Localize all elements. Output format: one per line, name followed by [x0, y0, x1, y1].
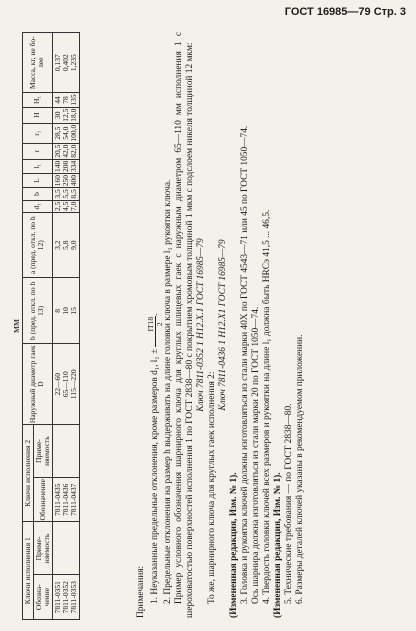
- cell-oboz2: 7811-0435 7811-0436 7811-0437: [52, 478, 79, 522]
- th-H1: H₁: [23, 93, 53, 107]
- table-body-row: [52, 33, 79, 620]
- th-r1: r₁: [23, 123, 53, 143]
- cell-prim2: [52, 425, 79, 478]
- th-bcol: b: [23, 188, 53, 200]
- th-L: L: [23, 174, 53, 188]
- cell-prim1: [52, 522, 79, 575]
- rotated-page-content: [8, 26, 416, 626]
- note-2: 2. Предельные отклонения на размер h выдерживать на длине головки ключа в размере l₁ рукоятки ключа.: [163, 179, 173, 604]
- clause-4: 4. Твердость головки ключей всех размеров и рукоятки на длине l₁ должна быть HRCэ 41,5 ... 46,5.: [262, 209, 272, 604]
- th-group2: Ключи исполнения 2: [23, 425, 34, 522]
- it18-fraction: IT18 2: [147, 316, 163, 347]
- cell-diam: 22—60 65—110 115—220: [52, 344, 79, 425]
- cell-r: 20,5 42,0 82,0: [52, 144, 78, 158]
- cell-H: 30 12,5 18,0: [52, 108, 78, 122]
- same-paragraph: То же, шарнирного ключа для круглых гаек исполнения 2:: [207, 371, 217, 604]
- example-code-1: Ключ 7811-0352 1 Н12.Х.1 ГОСТ 16985—79: [196, 238, 206, 412]
- cell-L: 160 250 400: [52, 175, 78, 187]
- th-l1: l₁: [23, 159, 53, 173]
- clause-3b: Ось шарнира должна изготовляться из стали марки 20 по ГОСТ 1050—74.: [251, 306, 261, 604]
- cell-oboz1: 7811-0351 7811-0352 7811-0353: [52, 575, 79, 620]
- th-d1: d₁: [23, 200, 53, 212]
- th-prim2: Приме-няемость: [33, 425, 52, 478]
- cell-mass: 0,137 0,402 1,235: [52, 33, 79, 93]
- th-oboz2: Обозначение: [33, 478, 52, 522]
- th-group1: Ключи исполнения 1: [23, 522, 34, 620]
- th-H: H: [23, 107, 53, 123]
- th-prim: Приме-няемость: [33, 522, 52, 575]
- edition-note-2: (Измененная редакция, Изм. № 1).: [273, 472, 283, 618]
- clause-6: 6. Размеры деталей ключей указаны в рекомендуемом приложении.: [295, 334, 305, 604]
- cell-d1: 2,5 4,5 7,0: [52, 201, 78, 211]
- cell-H1: 44 78 135: [52, 94, 78, 106]
- notes-block: [136, 32, 306, 618]
- th-b: b (пред. откл. по h 13): [23, 278, 53, 344]
- clause-5: 5. Технические требования — по ГОСТ 2838—80.: [284, 403, 294, 604]
- cell-a: 3,2 5,8 9,0: [52, 213, 79, 278]
- example-code-2: Ключ 7811-0436 1 Н12.Х1 ГОСТ 16985—79: [218, 239, 228, 411]
- cell-b: 8 10 15: [52, 278, 79, 344]
- page-header: ГОСТ 16985—79 Стр. 3: [284, 6, 406, 18]
- table-header-row: [23, 33, 34, 620]
- cell-bcol: 3,5 5,5 8,5: [52, 189, 78, 199]
- units-label: мм: [10, 319, 22, 333]
- th-a: a (пред. откл. по h 12): [23, 213, 53, 278]
- th-mass: Масса, кг, не бо-лее: [23, 33, 53, 93]
- th-diam: Наружный диаметр гаек D: [23, 344, 53, 425]
- dimensions-table: [22, 32, 80, 620]
- cell-l1: 140 208 334: [52, 160, 78, 172]
- example-paragraph: Пример условного обозначения шарнирного ключа для круглых шлицевых гаек с наружным диаметром 65—110 мм исполнения 1 с шероховатостью поверхностей исполнения 1 по ГОСТ 2838—80 с покрытием хромовым толщиной 1 мкм с подслоем никеля толщиной 12 мкм:: [174, 32, 195, 618]
- notes-heading: Примечания:: [136, 565, 146, 618]
- th-oboz: Обозна-чение: [33, 575, 52, 620]
- cell-r1: 28,5 54,0 100,0: [52, 124, 78, 142]
- note-1: 1. Неуказанные предельные отклонения, кроме размеров d₁, l₁ ± IT18 2 .: [146, 313, 164, 604]
- clause-3: 3. Головка и рукоятка ключей должны изготовляться из стали марки 40Х по ГОСТ 4543—71 или 45 по ГОСТ 1050—74.: [240, 125, 250, 604]
- th-r: r: [23, 143, 53, 159]
- edition-note-1: (Измененная редакция, Изм. № 1).: [229, 472, 239, 618]
